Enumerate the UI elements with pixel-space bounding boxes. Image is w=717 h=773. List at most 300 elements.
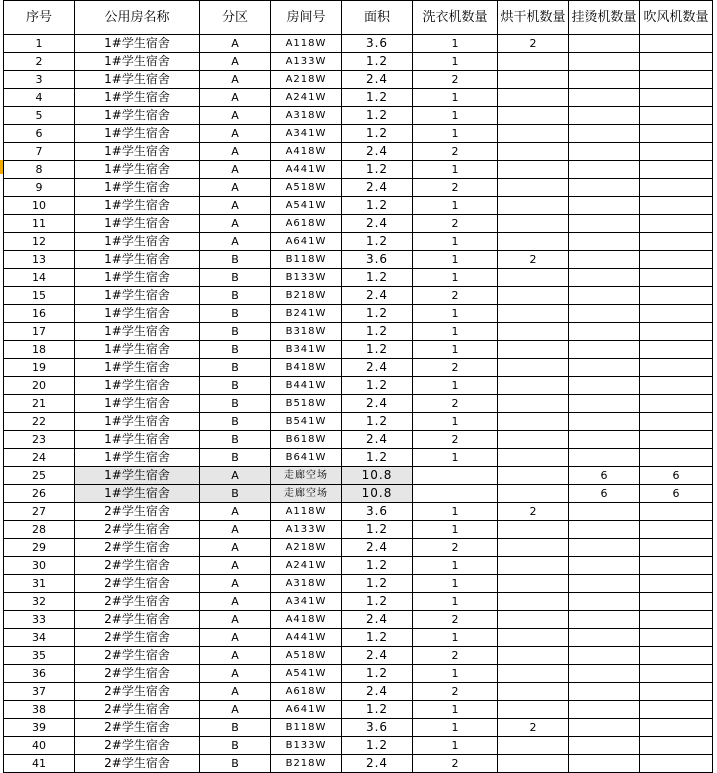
cell-room[interactable]: A341W bbox=[271, 125, 342, 143]
cell-hairdryer[interactable] bbox=[640, 377, 713, 395]
cell-zone[interactable]: B bbox=[200, 737, 271, 755]
cell-room[interactable]: A218W bbox=[271, 71, 342, 89]
cell-dryer[interactable] bbox=[498, 755, 569, 773]
cell-dryer[interactable] bbox=[498, 737, 569, 755]
cell-name[interactable]: 1#学生宿舍 bbox=[75, 143, 200, 161]
cell-area[interactable]: 2.4 bbox=[342, 611, 413, 629]
cell-index[interactable]: 26 bbox=[4, 485, 75, 503]
cell-zone[interactable]: A bbox=[200, 629, 271, 647]
cell-name[interactable]: 2#学生宿舍 bbox=[75, 647, 200, 665]
cell-area[interactable]: 2.4 bbox=[342, 539, 413, 557]
cell-dryer[interactable] bbox=[498, 89, 569, 107]
cell-zone[interactable]: A bbox=[200, 35, 271, 53]
cell-area[interactable]: 1.2 bbox=[342, 323, 413, 341]
cell-dryer[interactable] bbox=[498, 485, 569, 503]
cell-washer[interactable]: 1 bbox=[413, 161, 498, 179]
cell-washer[interactable]: 1 bbox=[413, 449, 498, 467]
cell-steamer[interactable] bbox=[569, 593, 640, 611]
cell-index[interactable]: 31 bbox=[4, 575, 75, 593]
cell-steamer[interactable] bbox=[569, 359, 640, 377]
cell-name[interactable]: 1#学生宿舍 bbox=[75, 395, 200, 413]
cell-dryer[interactable] bbox=[498, 215, 569, 233]
cell-index[interactable]: 41 bbox=[4, 755, 75, 773]
cell-dryer[interactable]: 2 bbox=[498, 35, 569, 53]
cell-hairdryer[interactable] bbox=[640, 719, 713, 737]
cell-area[interactable]: 3.6 bbox=[342, 719, 413, 737]
cell-washer[interactable]: 2 bbox=[413, 539, 498, 557]
cell-room[interactable]: B118W bbox=[271, 251, 342, 269]
cell-hairdryer[interactable] bbox=[640, 665, 713, 683]
cell-name[interactable]: 2#学生宿舍 bbox=[75, 755, 200, 773]
cell-name[interactable]: 1#学生宿舍 bbox=[75, 89, 200, 107]
cell-index[interactable]: 35 bbox=[4, 647, 75, 665]
cell-dryer[interactable] bbox=[498, 125, 569, 143]
cell-hairdryer[interactable] bbox=[640, 305, 713, 323]
cell-room[interactable]: B218W bbox=[271, 287, 342, 305]
cell-steamer[interactable] bbox=[569, 683, 640, 701]
cell-room[interactable]: A418W bbox=[271, 611, 342, 629]
cell-steamer[interactable] bbox=[569, 539, 640, 557]
cell-steamer[interactable] bbox=[569, 269, 640, 287]
cell-washer[interactable]: 2 bbox=[413, 71, 498, 89]
cell-zone[interactable]: A bbox=[200, 179, 271, 197]
cell-dryer[interactable] bbox=[498, 701, 569, 719]
cell-dryer[interactable] bbox=[498, 629, 569, 647]
cell-room[interactable]: A641W bbox=[271, 233, 342, 251]
cell-hairdryer[interactable] bbox=[640, 179, 713, 197]
cell-zone[interactable]: A bbox=[200, 89, 271, 107]
cell-washer[interactable]: 1 bbox=[413, 323, 498, 341]
cell-dryer[interactable] bbox=[498, 359, 569, 377]
cell-hairdryer[interactable]: 6 bbox=[640, 485, 713, 503]
cell-name[interactable]: 2#学生宿舍 bbox=[75, 611, 200, 629]
cell-dryer[interactable] bbox=[498, 323, 569, 341]
cell-washer[interactable]: 2 bbox=[413, 395, 498, 413]
cell-washer[interactable]: 1 bbox=[413, 107, 498, 125]
cell-zone[interactable]: A bbox=[200, 701, 271, 719]
cell-dryer[interactable] bbox=[498, 647, 569, 665]
cell-room[interactable]: A118W bbox=[271, 503, 342, 521]
cell-dryer[interactable] bbox=[498, 269, 569, 287]
cell-zone[interactable]: B bbox=[200, 359, 271, 377]
cell-washer[interactable]: 1 bbox=[413, 197, 498, 215]
cell-zone[interactable]: B bbox=[200, 377, 271, 395]
header-cell-zone[interactable]: 分区 bbox=[200, 1, 271, 35]
cell-area[interactable]: 2.4 bbox=[342, 179, 413, 197]
cell-index[interactable]: 28 bbox=[4, 521, 75, 539]
cell-zone[interactable]: B bbox=[200, 305, 271, 323]
cell-washer[interactable]: 2 bbox=[413, 431, 498, 449]
cell-name[interactable]: 1#学生宿舍 bbox=[75, 107, 200, 125]
cell-index[interactable]: 3 bbox=[4, 71, 75, 89]
cell-index[interactable]: 25 bbox=[4, 467, 75, 485]
cell-steamer[interactable] bbox=[569, 125, 640, 143]
cell-zone[interactable]: A bbox=[200, 53, 271, 71]
cell-steamer[interactable] bbox=[569, 341, 640, 359]
cell-room[interactable]: A418W bbox=[271, 143, 342, 161]
cell-room[interactable]: A618W bbox=[271, 215, 342, 233]
cell-name[interactable]: 2#学生宿舍 bbox=[75, 593, 200, 611]
cell-steamer[interactable] bbox=[569, 413, 640, 431]
cell-area[interactable]: 1.2 bbox=[342, 665, 413, 683]
header-cell-area[interactable]: 面积 bbox=[342, 1, 413, 35]
cell-room[interactable]: A518W bbox=[271, 647, 342, 665]
cell-zone[interactable]: A bbox=[200, 521, 271, 539]
cell-room[interactable]: A218W bbox=[271, 539, 342, 557]
cell-room[interactable]: B641W bbox=[271, 449, 342, 467]
cell-steamer[interactable] bbox=[569, 215, 640, 233]
cell-washer[interactable]: 1 bbox=[413, 719, 498, 737]
cell-name[interactable]: 1#学生宿舍 bbox=[75, 359, 200, 377]
cell-name[interactable]: 1#学生宿舍 bbox=[75, 197, 200, 215]
cell-hairdryer[interactable] bbox=[640, 269, 713, 287]
cell-name[interactable]: 1#学生宿舍 bbox=[75, 251, 200, 269]
cell-dryer[interactable]: 2 bbox=[498, 251, 569, 269]
cell-dryer[interactable] bbox=[498, 449, 569, 467]
cell-steamer[interactable] bbox=[569, 143, 640, 161]
cell-name[interactable]: 1#学生宿舍 bbox=[75, 413, 200, 431]
cell-index[interactable]: 17 bbox=[4, 323, 75, 341]
cell-room[interactable]: A518W bbox=[271, 179, 342, 197]
cell-steamer[interactable] bbox=[569, 53, 640, 71]
cell-index[interactable]: 11 bbox=[4, 215, 75, 233]
cell-zone[interactable]: B bbox=[200, 413, 271, 431]
cell-zone[interactable]: A bbox=[200, 593, 271, 611]
cell-washer[interactable]: 2 bbox=[413, 359, 498, 377]
cell-zone[interactable]: A bbox=[200, 125, 271, 143]
cell-index[interactable]: 1 bbox=[4, 35, 75, 53]
cell-washer[interactable]: 1 bbox=[413, 251, 498, 269]
cell-steamer[interactable] bbox=[569, 323, 640, 341]
cell-washer[interactable]: 1 bbox=[413, 35, 498, 53]
cell-washer[interactable]: 1 bbox=[413, 665, 498, 683]
cell-name[interactable]: 1#学生宿舍 bbox=[75, 305, 200, 323]
cell-index[interactable]: 6 bbox=[4, 125, 75, 143]
cell-area[interactable]: 1.2 bbox=[342, 269, 413, 287]
cell-washer[interactable] bbox=[413, 485, 498, 503]
cell-room[interactable]: B418W bbox=[271, 359, 342, 377]
cell-zone[interactable]: A bbox=[200, 197, 271, 215]
cell-steamer[interactable] bbox=[569, 737, 640, 755]
cell-steamer[interactable] bbox=[569, 287, 640, 305]
cell-steamer[interactable] bbox=[569, 179, 640, 197]
cell-name[interactable]: 1#学生宿舍 bbox=[75, 71, 200, 89]
header-cell-washer[interactable]: 洗衣机数量 bbox=[413, 1, 498, 35]
cell-hairdryer[interactable] bbox=[640, 449, 713, 467]
cell-washer[interactable]: 1 bbox=[413, 413, 498, 431]
cell-washer[interactable]: 1 bbox=[413, 593, 498, 611]
cell-steamer[interactable] bbox=[569, 233, 640, 251]
cell-hairdryer[interactable] bbox=[640, 611, 713, 629]
cell-hairdryer[interactable] bbox=[640, 557, 713, 575]
cell-dryer[interactable] bbox=[498, 143, 569, 161]
cell-zone[interactable]: A bbox=[200, 215, 271, 233]
cell-dryer[interactable] bbox=[498, 683, 569, 701]
cell-hairdryer[interactable] bbox=[640, 755, 713, 773]
cell-steamer[interactable] bbox=[569, 305, 640, 323]
cell-hairdryer[interactable] bbox=[640, 89, 713, 107]
cell-zone[interactable]: B bbox=[200, 431, 271, 449]
cell-dryer[interactable] bbox=[498, 197, 569, 215]
cell-zone[interactable]: A bbox=[200, 683, 271, 701]
cell-washer[interactable]: 2 bbox=[413, 287, 498, 305]
cell-washer[interactable]: 1 bbox=[413, 521, 498, 539]
cell-dryer[interactable] bbox=[498, 593, 569, 611]
cell-index[interactable]: 4 bbox=[4, 89, 75, 107]
cell-hairdryer[interactable] bbox=[640, 287, 713, 305]
cell-area[interactable]: 2.4 bbox=[342, 683, 413, 701]
cell-zone[interactable]: B bbox=[200, 719, 271, 737]
cell-hairdryer[interactable] bbox=[640, 575, 713, 593]
cell-dryer[interactable] bbox=[498, 161, 569, 179]
cell-index[interactable]: 21 bbox=[4, 395, 75, 413]
cell-name[interactable]: 2#学生宿舍 bbox=[75, 539, 200, 557]
cell-dryer[interactable] bbox=[498, 431, 569, 449]
cell-room[interactable]: A118W bbox=[271, 35, 342, 53]
cell-zone[interactable]: B bbox=[200, 395, 271, 413]
cell-zone[interactable]: A bbox=[200, 233, 271, 251]
cell-index[interactable]: 7 bbox=[4, 143, 75, 161]
cell-washer[interactable]: 2 bbox=[413, 611, 498, 629]
cell-hairdryer[interactable] bbox=[640, 413, 713, 431]
cell-room[interactable]: 走廊空场 bbox=[271, 485, 342, 503]
cell-room[interactable]: A618W bbox=[271, 683, 342, 701]
cell-zone[interactable]: A bbox=[200, 557, 271, 575]
header-cell-hairdryer[interactable]: 吹风机数量 bbox=[640, 1, 713, 35]
cell-dryer[interactable] bbox=[498, 341, 569, 359]
cell-area[interactable]: 1.2 bbox=[342, 593, 413, 611]
cell-steamer[interactable] bbox=[569, 89, 640, 107]
cell-steamer[interactable] bbox=[569, 71, 640, 89]
cell-hairdryer[interactable] bbox=[640, 161, 713, 179]
cell-index[interactable]: 29 bbox=[4, 539, 75, 557]
cell-hairdryer[interactable] bbox=[640, 503, 713, 521]
cell-name[interactable]: 1#学生宿舍 bbox=[75, 467, 200, 485]
cell-zone[interactable]: B bbox=[200, 287, 271, 305]
cell-room[interactable]: A641W bbox=[271, 701, 342, 719]
cell-washer[interactable]: 1 bbox=[413, 377, 498, 395]
cell-steamer[interactable] bbox=[569, 251, 640, 269]
cell-steamer[interactable] bbox=[569, 161, 640, 179]
cell-area[interactable]: 1.2 bbox=[342, 341, 413, 359]
cell-area[interactable]: 1.2 bbox=[342, 233, 413, 251]
cell-area[interactable]: 2.4 bbox=[342, 431, 413, 449]
cell-steamer[interactable] bbox=[569, 35, 640, 53]
cell-area[interactable]: 2.4 bbox=[342, 755, 413, 773]
cell-steamer[interactable]: 6 bbox=[569, 485, 640, 503]
cell-hairdryer[interactable] bbox=[640, 341, 713, 359]
cell-area[interactable]: 1.2 bbox=[342, 701, 413, 719]
cell-hairdryer[interactable] bbox=[640, 323, 713, 341]
cell-hairdryer[interactable] bbox=[640, 125, 713, 143]
cell-zone[interactable]: B bbox=[200, 269, 271, 287]
cell-name[interactable]: 2#学生宿舍 bbox=[75, 503, 200, 521]
cell-index[interactable]: 15 bbox=[4, 287, 75, 305]
cell-steamer[interactable] bbox=[569, 503, 640, 521]
cell-hairdryer[interactable] bbox=[640, 53, 713, 71]
cell-dryer[interactable] bbox=[498, 287, 569, 305]
cell-washer[interactable]: 1 bbox=[413, 269, 498, 287]
cell-room[interactable]: B318W bbox=[271, 323, 342, 341]
cell-steamer[interactable] bbox=[569, 107, 640, 125]
cell-room[interactable]: A341W bbox=[271, 593, 342, 611]
cell-area[interactable]: 10.8 bbox=[342, 485, 413, 503]
cell-name[interactable]: 1#学生宿舍 bbox=[75, 341, 200, 359]
cell-name[interactable]: 1#学生宿舍 bbox=[75, 269, 200, 287]
cell-dryer[interactable] bbox=[498, 539, 569, 557]
cell-washer[interactable]: 1 bbox=[413, 89, 498, 107]
cell-index[interactable]: 18 bbox=[4, 341, 75, 359]
cell-index[interactable]: 9 bbox=[4, 179, 75, 197]
cell-zone[interactable]: B bbox=[200, 755, 271, 773]
cell-room[interactable]: A541W bbox=[271, 665, 342, 683]
cell-zone[interactable]: A bbox=[200, 71, 271, 89]
cell-name[interactable]: 1#学生宿舍 bbox=[75, 53, 200, 71]
cell-name[interactable]: 1#学生宿舍 bbox=[75, 233, 200, 251]
cell-washer[interactable]: 2 bbox=[413, 755, 498, 773]
cell-name[interactable]: 1#学生宿舍 bbox=[75, 485, 200, 503]
cell-area[interactable]: 1.2 bbox=[342, 161, 413, 179]
cell-area[interactable]: 2.4 bbox=[342, 647, 413, 665]
cell-hairdryer[interactable] bbox=[640, 197, 713, 215]
cell-washer[interactable]: 1 bbox=[413, 125, 498, 143]
cell-area[interactable]: 1.2 bbox=[342, 449, 413, 467]
cell-index[interactable]: 20 bbox=[4, 377, 75, 395]
header-cell-dryer[interactable]: 烘干机数量 bbox=[498, 1, 569, 35]
cell-name[interactable]: 1#学生宿舍 bbox=[75, 125, 200, 143]
cell-hairdryer[interactable] bbox=[640, 737, 713, 755]
cell-area[interactable]: 3.6 bbox=[342, 35, 413, 53]
cell-name[interactable]: 2#学生宿舍 bbox=[75, 719, 200, 737]
cell-washer[interactable]: 1 bbox=[413, 557, 498, 575]
cell-room[interactable]: A133W bbox=[271, 521, 342, 539]
cell-room[interactable]: A241W bbox=[271, 557, 342, 575]
cell-name[interactable]: 1#学生宿舍 bbox=[75, 377, 200, 395]
cell-name[interactable]: 1#学生宿舍 bbox=[75, 179, 200, 197]
cell-name[interactable]: 2#学生宿舍 bbox=[75, 557, 200, 575]
cell-index[interactable]: 23 bbox=[4, 431, 75, 449]
cell-steamer[interactable] bbox=[569, 575, 640, 593]
cell-area[interactable]: 3.6 bbox=[342, 251, 413, 269]
cell-steamer[interactable] bbox=[569, 719, 640, 737]
cell-washer[interactable]: 2 bbox=[413, 215, 498, 233]
cell-room[interactable]: A441W bbox=[271, 161, 342, 179]
cell-name[interactable]: 2#学生宿舍 bbox=[75, 683, 200, 701]
cell-room[interactable]: B133W bbox=[271, 737, 342, 755]
cell-index[interactable]: 13 bbox=[4, 251, 75, 269]
cell-name[interactable]: 2#学生宿舍 bbox=[75, 737, 200, 755]
cell-room[interactable]: B518W bbox=[271, 395, 342, 413]
cell-washer[interactable]: 1 bbox=[413, 503, 498, 521]
cell-area[interactable]: 1.2 bbox=[342, 89, 413, 107]
cell-zone[interactable]: B bbox=[200, 251, 271, 269]
cell-steamer[interactable] bbox=[569, 431, 640, 449]
cell-steamer[interactable] bbox=[569, 755, 640, 773]
cell-index[interactable]: 14 bbox=[4, 269, 75, 287]
header-cell-name[interactable]: 公用房名称 bbox=[75, 1, 200, 35]
cell-dryer[interactable] bbox=[498, 611, 569, 629]
cell-dryer[interactable] bbox=[498, 521, 569, 539]
header-cell-room[interactable]: 房间号 bbox=[271, 1, 342, 35]
cell-name[interactable]: 1#学生宿舍 bbox=[75, 215, 200, 233]
cell-area[interactable]: 2.4 bbox=[342, 71, 413, 89]
cell-washer[interactable]: 2 bbox=[413, 647, 498, 665]
cell-hairdryer[interactable]: 6 bbox=[640, 467, 713, 485]
cell-area[interactable]: 2.4 bbox=[342, 215, 413, 233]
cell-hairdryer[interactable] bbox=[640, 233, 713, 251]
cell-zone[interactable]: A bbox=[200, 647, 271, 665]
cell-washer[interactable]: 1 bbox=[413, 575, 498, 593]
cell-steamer[interactable] bbox=[569, 377, 640, 395]
cell-washer[interactable]: 1 bbox=[413, 629, 498, 647]
cell-hairdryer[interactable] bbox=[640, 395, 713, 413]
cell-dryer[interactable] bbox=[498, 377, 569, 395]
cell-zone[interactable]: A bbox=[200, 665, 271, 683]
cell-room[interactable]: B541W bbox=[271, 413, 342, 431]
cell-steamer[interactable] bbox=[569, 395, 640, 413]
cell-name[interactable]: 1#学生宿舍 bbox=[75, 287, 200, 305]
cell-zone[interactable]: A bbox=[200, 467, 271, 485]
cell-room[interactable]: B241W bbox=[271, 305, 342, 323]
cell-area[interactable]: 1.2 bbox=[342, 305, 413, 323]
cell-name[interactable]: 2#学生宿舍 bbox=[75, 665, 200, 683]
cell-index[interactable]: 37 bbox=[4, 683, 75, 701]
cell-steamer[interactable] bbox=[569, 665, 640, 683]
cell-index[interactable]: 24 bbox=[4, 449, 75, 467]
cell-zone[interactable]: B bbox=[200, 323, 271, 341]
cell-steamer[interactable] bbox=[569, 701, 640, 719]
cell-steamer[interactable] bbox=[569, 611, 640, 629]
cell-hairdryer[interactable] bbox=[640, 107, 713, 125]
cell-zone[interactable]: A bbox=[200, 503, 271, 521]
cell-index[interactable]: 30 bbox=[4, 557, 75, 575]
cell-area[interactable]: 1.2 bbox=[342, 53, 413, 71]
cell-area[interactable]: 2.4 bbox=[342, 395, 413, 413]
cell-hairdryer[interactable] bbox=[640, 431, 713, 449]
cell-dryer[interactable] bbox=[498, 467, 569, 485]
cell-steamer[interactable] bbox=[569, 629, 640, 647]
cell-area[interactable]: 1.2 bbox=[342, 377, 413, 395]
cell-hairdryer[interactable] bbox=[640, 35, 713, 53]
cell-hairdryer[interactable] bbox=[640, 701, 713, 719]
cell-hairdryer[interactable] bbox=[640, 647, 713, 665]
cell-index[interactable]: 36 bbox=[4, 665, 75, 683]
cell-room[interactable]: B133W bbox=[271, 269, 342, 287]
cell-dryer[interactable] bbox=[498, 395, 569, 413]
cell-name[interactable]: 2#学生宿舍 bbox=[75, 575, 200, 593]
cell-index[interactable]: 8 bbox=[4, 161, 75, 179]
cell-hairdryer[interactable] bbox=[640, 593, 713, 611]
cell-area[interactable]: 10.8 bbox=[342, 467, 413, 485]
cell-zone[interactable]: B bbox=[200, 485, 271, 503]
cell-steamer[interactable] bbox=[569, 557, 640, 575]
cell-area[interactable]: 1.2 bbox=[342, 413, 413, 431]
cell-index[interactable]: 27 bbox=[4, 503, 75, 521]
cell-index[interactable]: 16 bbox=[4, 305, 75, 323]
cell-hairdryer[interactable] bbox=[640, 143, 713, 161]
cell-dryer[interactable] bbox=[498, 575, 569, 593]
cell-dryer[interactable] bbox=[498, 71, 569, 89]
cell-zone[interactable]: A bbox=[200, 107, 271, 125]
cell-hairdryer[interactable] bbox=[640, 539, 713, 557]
cell-name[interactable]: 1#学生宿舍 bbox=[75, 161, 200, 179]
cell-dryer[interactable] bbox=[498, 53, 569, 71]
cell-index[interactable]: 19 bbox=[4, 359, 75, 377]
cell-dryer[interactable] bbox=[498, 557, 569, 575]
cell-area[interactable]: 1.2 bbox=[342, 629, 413, 647]
cell-steamer[interactable] bbox=[569, 521, 640, 539]
cell-room[interactable]: B618W bbox=[271, 431, 342, 449]
